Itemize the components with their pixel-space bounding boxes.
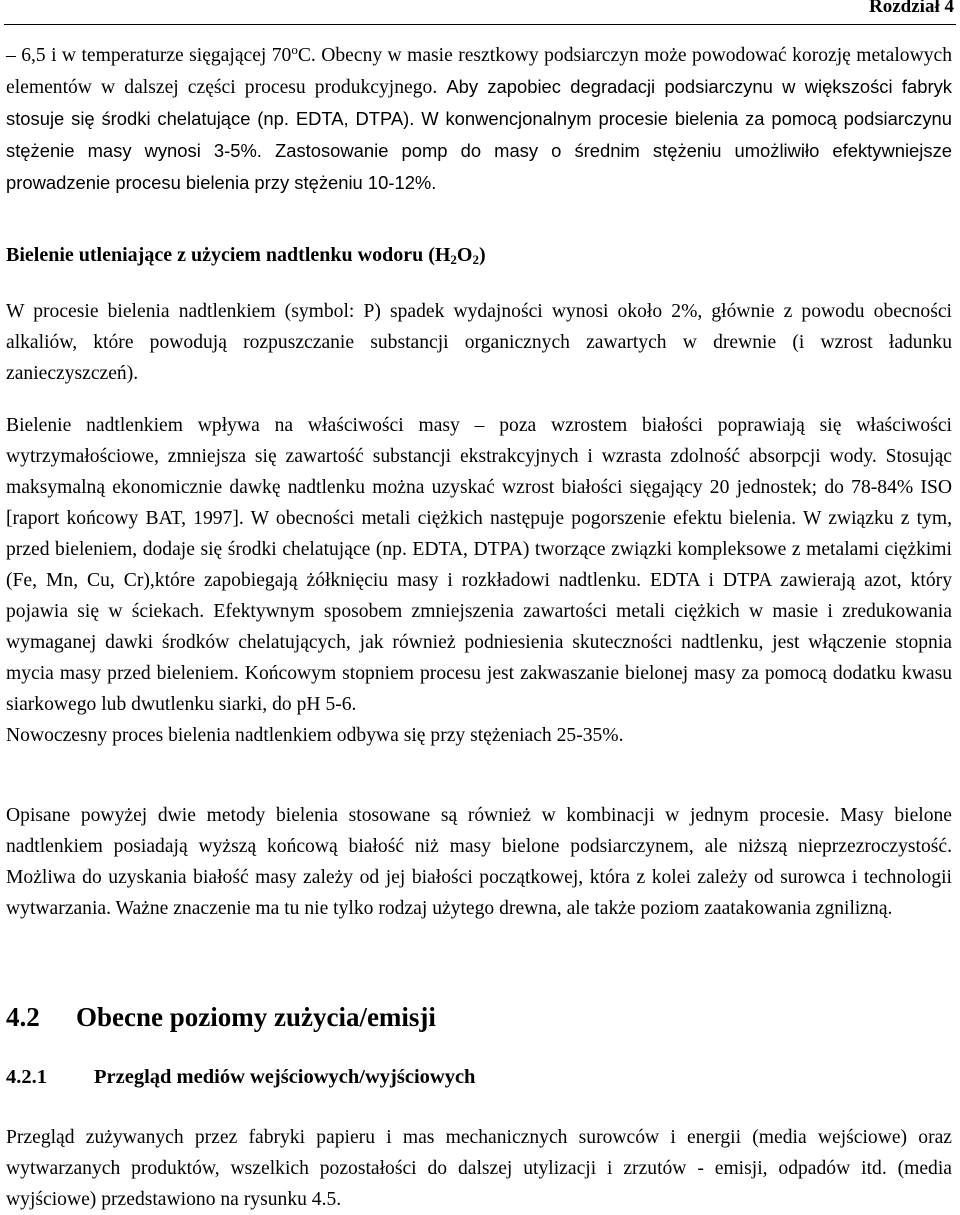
intro-sans-part: Aby zapobiec degradacji podsiarczynu w większości fabryk stosuje się środki chelatujące (np. EDTA, DTPA). W konwencjonalnym procesie bielenia za pomocą podsiarczynu stężenie masy wynosi 3-5%. Zastosowanie pomp do masy o średnim stężeniu umożliwiło efektywniejsze prowadzenie procesu bielenia przy stężeniu 10-12%. [6, 76, 952, 193]
section-4-2-1-title: Przegląd mediów wejściowych/wyjściowych [94, 1066, 476, 1088]
header-rule [4, 24, 956, 25]
h2o2-paragraph-1-block [6, 296, 952, 389]
intro-serif-part2: C. Obecny w masie resztkowy podsiarczyn może powodować korozję metalowych elementów w dalszej części procesu produkcyjnego. [6, 45, 953, 98]
section-4-2-number: 4.2 [6, 1002, 40, 1032]
degree-superscript: o [291, 42, 298, 57]
section-4-2-1-heading [6, 1062, 952, 1093]
h2o2-heading-post: ) [478, 244, 486, 266]
h2o2-sub-h: 2 [450, 252, 457, 267]
section-4-2-heading [6, 1000, 952, 1034]
h2o2-paragraph-2: Bielenie nadtlenkiem wpływa na właściwości masy – poza wzrostem białości poprawiają się właściwości wytrzymałościowe, zmniejsza się zawartość substancji ekstrakcyjnych i wzrasta zdolność absorpcji wody. Stosując maksymalną ekonomicznie dawkę nadtlenku można uzyskać wzrost białości sięgający 20 jednostek; do 78-84% ISO [raport końcowy BAT, 1997]. W obecności metali ciężkich następuje pogorszenie efektu bielenia. W związku z tym, przed bieleniem, dodaje się środki chelatujące (np. EDTA, DTPA) tworzące związki kompleksowe z metalami ciężkimi (Fe, Mn, Cu, Cr),które zapobiegają żółknięciu masy i rozkładowi nadtlenku. EDTA i DTPA zawierają azot, który pojawia się w ściekach. Efektywnym sposobem zmniejszenia zawartości metali ciężkich w masie i zredukowania wymaganej dawki środków chelatujących, jak również podniesienia skuteczności nadtlenku, jest włączenie stopnia mycia masy przed bieleniem. Końcowym stopniem procesu jest zakwaszanie bielonej masy za pomocą dodatku kwasu siarkowego lub dwutlenku siarki, do pH 5-6. [6, 415, 952, 715]
section-4-2-1-number: 4.2.1 [6, 1066, 47, 1088]
h2o2-paragraph-3: Opisane powyżej dwie metody bielenia stosowane są również w kombinacji w jednym procesie. Masy bielone nadtlenkiem posiadają wyższą końcową białość niż masy bielone podsiarczynem, ale niższą nieprzezroczystość. Możliwa do uzyskania białość masy zależy od jej białości początkowej, która z kolei zależy od surowca i technologii wytwarzania. Ważne znaczenie ma tu nie tylko rodzaj użytego drewna, ale także poziom zaatakowania zgnilizną. [6, 805, 952, 919]
h2o2-sub-o: 2 [472, 252, 479, 267]
h2o2-paragraph-2-last-line: Nowoczesny proces bielenia nadtlenkiem odbywa się przy stężeniach 25-35%. [6, 725, 624, 746]
intro-block [6, 40, 952, 199]
h2o2-paragraph-3-block [6, 800, 952, 924]
h2o2-heading-mid: O [456, 244, 473, 266]
h2o2-paragraph-2-block [6, 410, 952, 751]
h2o2-heading-pre: Bielenie utleniające z użyciem nadtlenku wodoru (H [6, 244, 451, 266]
intro-paragraph [6, 40, 952, 199]
section-4-2-1-body-block [6, 1122, 952, 1215]
h2o2-heading [6, 240, 952, 271]
section-4-2-1-body: Przegląd zużywanych przez fabryki papieru i mas mechanicznych surowców i energii (media wejściowe) oraz wytwarzanych produktów, wszelkich pozostałości do dalszej utylizacji i zrzutów - emisji, odpadów itd. (media wyjściowe) przedstawiono na rysunku 4.5. [6, 1127, 952, 1210]
intro-serif-part1: – 6,5 i w temperaturze sięgającej 70 [6, 45, 292, 66]
running-header-chapter: Rozdział 4 [869, 0, 954, 17]
h2o2-paragraph-1: W procesie bielenia nadtlenkiem (symbol: P) spadek wydajności wynosi około 2%, głównie z powodu obecności alkaliów, które powodują rozpuszczanie substancji organicznych zawartych w drewnie (i wzrost ładunku zanieczyszczeń). [6, 301, 952, 384]
section-4-2-title: Obecne poziomy zużycia/emisji [76, 1002, 436, 1032]
